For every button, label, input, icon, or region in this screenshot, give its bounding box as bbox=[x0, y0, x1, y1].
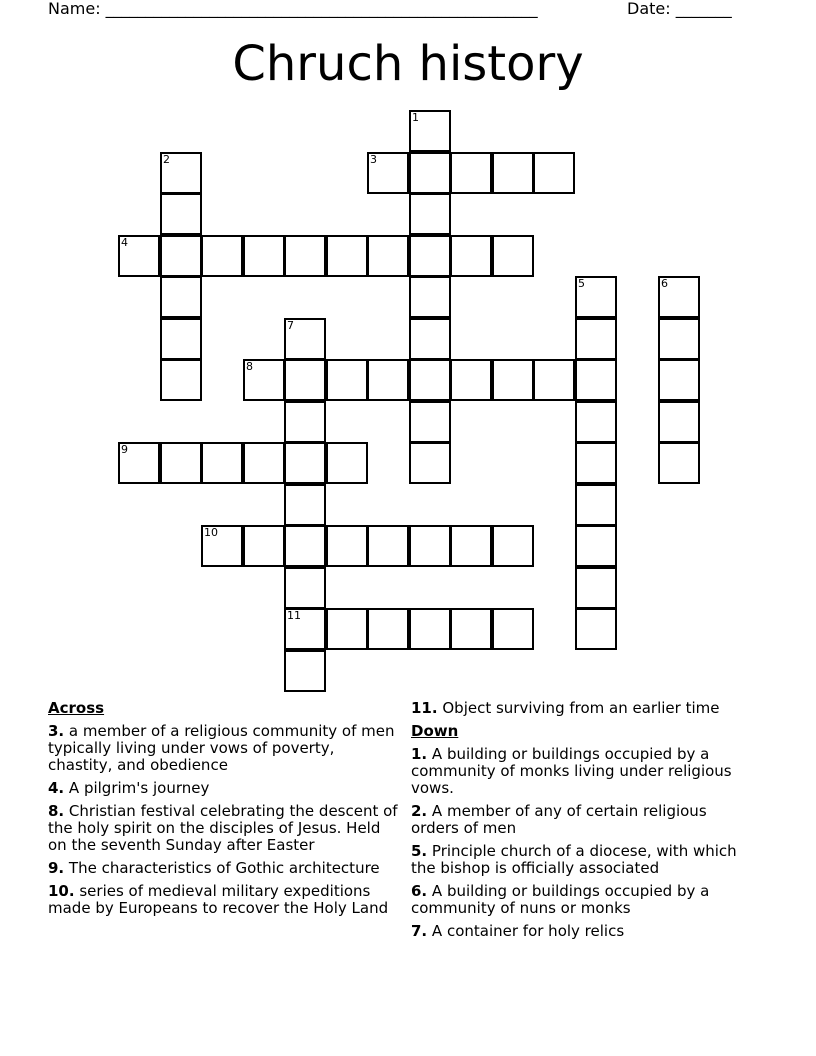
crossword-cell[interactable] bbox=[450, 152, 492, 194]
cell-number: 5 bbox=[578, 277, 585, 290]
crossword-cell[interactable] bbox=[284, 235, 326, 277]
clue-number: 11. bbox=[411, 699, 438, 717]
down-clue bbox=[411, 843, 756, 877]
cell-number: 1 bbox=[412, 111, 419, 124]
crossword-cell[interactable] bbox=[367, 608, 409, 650]
crossword-cell[interactable] bbox=[367, 525, 409, 567]
crossword-cell[interactable] bbox=[492, 152, 534, 194]
crossword-cell[interactable] bbox=[533, 359, 575, 401]
cell-number: 2 bbox=[163, 153, 170, 166]
cell-number: 4 bbox=[121, 236, 128, 249]
crossword-cell[interactable] bbox=[160, 152, 202, 194]
crossword-cell[interactable] bbox=[201, 235, 243, 277]
crossword-cell[interactable] bbox=[533, 152, 575, 194]
crossword-cell[interactable] bbox=[575, 484, 617, 526]
crossword-cell[interactable] bbox=[284, 608, 326, 650]
crossword-cell[interactable] bbox=[160, 276, 202, 318]
crossword-cell[interactable] bbox=[658, 318, 700, 360]
crossword-cell[interactable] bbox=[492, 359, 534, 401]
across-clue bbox=[48, 883, 403, 917]
clue-number: 2. bbox=[411, 802, 428, 820]
crossword-cell[interactable] bbox=[326, 608, 368, 650]
clues-column-left bbox=[48, 700, 403, 923]
crossword-cell[interactable] bbox=[160, 235, 202, 277]
crossword-cell[interactable] bbox=[575, 567, 617, 609]
clue-number: 6. bbox=[411, 882, 428, 900]
crossword-cell[interactable] bbox=[160, 442, 202, 484]
clue-text: A member of any of certain religious orders of men bbox=[411, 802, 707, 837]
crossword-cell[interactable] bbox=[409, 235, 451, 277]
crossword-cell[interactable] bbox=[284, 525, 326, 567]
crossword-cell[interactable] bbox=[326, 442, 368, 484]
crossword-cell[interactable] bbox=[243, 235, 285, 277]
crossword-cell[interactable] bbox=[326, 235, 368, 277]
clue-text: Principle church of a diocese, with which the bishop is officially associated bbox=[411, 842, 737, 877]
name-field-label: Name: ______________________________________________________ bbox=[48, 0, 538, 18]
crossword-cell[interactable] bbox=[243, 442, 285, 484]
clue-text: The characteristics of Gothic architecture bbox=[68, 859, 380, 877]
down-clue bbox=[411, 883, 756, 917]
crossword-cell[interactable] bbox=[201, 442, 243, 484]
page-title: Chruch history bbox=[232, 36, 584, 92]
cell-number: 7 bbox=[287, 319, 294, 332]
crossword-cell[interactable] bbox=[492, 525, 534, 567]
crossword-cell[interactable] bbox=[160, 318, 202, 360]
crossword-cell[interactable] bbox=[367, 235, 409, 277]
crossword-cell[interactable] bbox=[160, 359, 202, 401]
crossword-cell[interactable] bbox=[284, 442, 326, 484]
cell-number: 3 bbox=[370, 153, 377, 166]
crossword-cell[interactable] bbox=[450, 235, 492, 277]
cell-number: 8 bbox=[246, 360, 253, 373]
clue-number: 5. bbox=[411, 842, 428, 860]
crossword-cell[interactable] bbox=[409, 359, 451, 401]
crossword-cell[interactable] bbox=[160, 193, 202, 235]
clue-text: A building or buildings occupied by a community of nuns or monks bbox=[411, 882, 710, 917]
crossword-cell[interactable] bbox=[450, 359, 492, 401]
crossword-cell[interactable] bbox=[284, 484, 326, 526]
crossword-cell[interactable] bbox=[409, 276, 451, 318]
cell-number: 10 bbox=[204, 526, 218, 539]
crossword-cell[interactable] bbox=[658, 276, 700, 318]
crossword-cell[interactable] bbox=[409, 608, 451, 650]
crossword-cell[interactable] bbox=[367, 359, 409, 401]
crossword-cell[interactable] bbox=[658, 442, 700, 484]
crossword-cell[interactable] bbox=[284, 567, 326, 609]
crossword-cell[interactable] bbox=[367, 152, 409, 194]
crossword-cell[interactable] bbox=[492, 235, 534, 277]
cell-number: 6 bbox=[661, 277, 668, 290]
clue-text: a member of a religious community of men typically living under vows of poverty, chastity, and obedience bbox=[48, 722, 395, 774]
crossword-cell[interactable] bbox=[409, 525, 451, 567]
crossword-cell[interactable] bbox=[201, 525, 243, 567]
across-heading: Across bbox=[48, 699, 105, 717]
crossword-cell[interactable] bbox=[409, 318, 451, 360]
across-clue bbox=[48, 723, 403, 774]
clue-text: Christian festival celebrating the descent of the holy spirit on the disciples of Jesus. Held on the seventh Sunday after Easter bbox=[48, 802, 398, 854]
crossword-cell[interactable] bbox=[326, 525, 368, 567]
cell-number: 11 bbox=[287, 609, 301, 622]
clues-column-right bbox=[411, 700, 756, 946]
crossword-cell[interactable] bbox=[658, 359, 700, 401]
clue-text: Object surviving from an earlier time bbox=[442, 699, 720, 717]
clue-text: A pilgrim's journey bbox=[68, 779, 210, 797]
crossword-cell[interactable] bbox=[409, 442, 451, 484]
cell-number: 9 bbox=[121, 443, 128, 456]
clue-number: 8. bbox=[48, 802, 65, 820]
down-heading: Down bbox=[411, 722, 459, 740]
crossword-cell[interactable] bbox=[575, 525, 617, 567]
clue-number: 9. bbox=[48, 859, 65, 877]
crossword-cell[interactable] bbox=[575, 401, 617, 443]
crossword-cell[interactable] bbox=[118, 235, 160, 277]
crossword-cell[interactable] bbox=[326, 359, 368, 401]
clue-number: 1. bbox=[411, 745, 428, 763]
crossword-cell[interactable] bbox=[575, 276, 617, 318]
clue-text: series of medieval military expeditions made by Europeans to recover the Holy Land bbox=[48, 882, 389, 917]
crossword-cell[interactable] bbox=[284, 650, 326, 692]
crossword-cell[interactable] bbox=[243, 525, 285, 567]
crossword-cell[interactable] bbox=[450, 525, 492, 567]
down-clue bbox=[411, 803, 756, 837]
clue-number: 7. bbox=[411, 922, 428, 940]
crossword-cell[interactable] bbox=[118, 442, 160, 484]
crossword-cell[interactable] bbox=[284, 401, 326, 443]
crossword-cell[interactable] bbox=[575, 318, 617, 360]
crossword-cell[interactable] bbox=[284, 318, 326, 360]
clue-number: 10. bbox=[48, 882, 75, 900]
crossword-cell[interactable] bbox=[575, 608, 617, 650]
clue-text: A building or buildings occupied by a community of monks living under religious vows. bbox=[411, 745, 732, 797]
clue-number: 4. bbox=[48, 779, 65, 797]
across-clue bbox=[48, 860, 403, 877]
crossword-cell[interactable] bbox=[409, 401, 451, 443]
date-field-label: Date: _______ bbox=[627, 0, 732, 18]
across-clue bbox=[411, 700, 756, 717]
crossword-cell[interactable] bbox=[409, 152, 451, 194]
down-clue bbox=[411, 746, 756, 797]
across-clue bbox=[48, 803, 403, 854]
clue-number: 3. bbox=[48, 722, 65, 740]
crossword-cell[interactable] bbox=[284, 359, 326, 401]
crossword-cell[interactable] bbox=[492, 608, 534, 650]
across-clue bbox=[48, 780, 403, 797]
crossword-cell[interactable] bbox=[658, 401, 700, 443]
crossword-cell[interactable] bbox=[575, 359, 617, 401]
clue-text: A container for holy relics bbox=[431, 922, 625, 940]
crossword-cell[interactable] bbox=[409, 110, 451, 152]
crossword-cell[interactable] bbox=[450, 608, 492, 650]
crossword-cell[interactable] bbox=[243, 359, 285, 401]
down-clue bbox=[411, 923, 756, 940]
crossword-cell[interactable] bbox=[409, 193, 451, 235]
crossword-cell[interactable] bbox=[575, 442, 617, 484]
